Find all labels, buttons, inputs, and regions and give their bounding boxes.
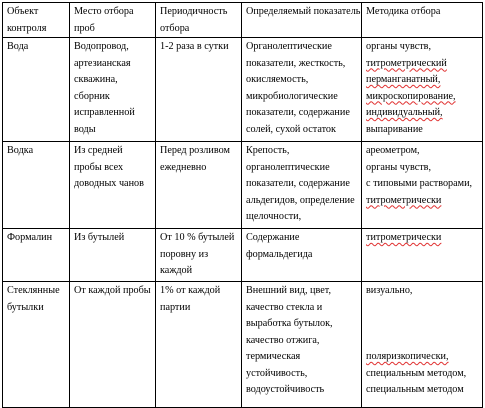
cell-period: 1% от каждой партии xyxy=(156,282,242,408)
table-row-formalin xyxy=(3,229,483,282)
cell-place: Из бутылей xyxy=(70,229,156,282)
sampling-control-table xyxy=(2,2,483,408)
table-row-vodka xyxy=(3,142,483,229)
cell-method: титрометрически xyxy=(362,229,483,282)
cell-indicator: Органолептические показатели, жесткость, окисляемость, микробиологические показатели, содержание солей, сухой остаток xyxy=(242,38,362,142)
cell-object: Водка xyxy=(3,142,70,229)
header-cell-place: Место отбора проб xyxy=(70,3,156,38)
cell-indicator: Крепость, органолептические показатели, содержание альдегидов, определение щелочности, xyxy=(242,142,362,229)
cell-period: 1-2 раза в сутки xyxy=(156,38,242,142)
cell-object: Стеклянные бутылки xyxy=(3,282,70,408)
cell-indicator: Содержание формальдегида xyxy=(242,229,362,282)
cell-method: визуально, поляризкопически, специальным методом, специальным методом xyxy=(362,282,483,408)
header-cell-period: Периодичность отбора xyxy=(156,3,242,38)
table-header-row xyxy=(3,3,483,38)
cell-period: Перед розливом ежедневно xyxy=(156,142,242,229)
table-row-water xyxy=(3,38,483,142)
cell-place: Водопровод, артезианская скважина, сборник исправленной воды xyxy=(70,38,156,142)
table-row-glass-bottles xyxy=(3,282,483,408)
cell-indicator: Внешний вид, цвет, качество стекла и выработка бутылок, качество отжига, термическая устойчивость, водоустойчивость xyxy=(242,282,362,408)
header-cell-indicator: Определяемый показатель xyxy=(242,3,362,38)
cell-object: Вода xyxy=(3,38,70,142)
cell-method: ареометром, органы чувств, с типовыми растворами, титрометрически xyxy=(362,142,483,229)
header-cell-object: Объект контроля xyxy=(3,3,70,38)
header-cell-method: Методика отбора xyxy=(362,3,483,38)
cell-place: Из средней пробы всех доводных чанов xyxy=(70,142,156,229)
cell-method: органы чувств, титрометрический перманганатный, микроскопирование, индивидуальный, выпаривание xyxy=(362,38,483,142)
cell-period: От 10 % бутылей поровну из каждой xyxy=(156,229,242,282)
cell-place: От каждой пробы xyxy=(70,282,156,408)
cell-object: Формалин xyxy=(3,229,70,282)
